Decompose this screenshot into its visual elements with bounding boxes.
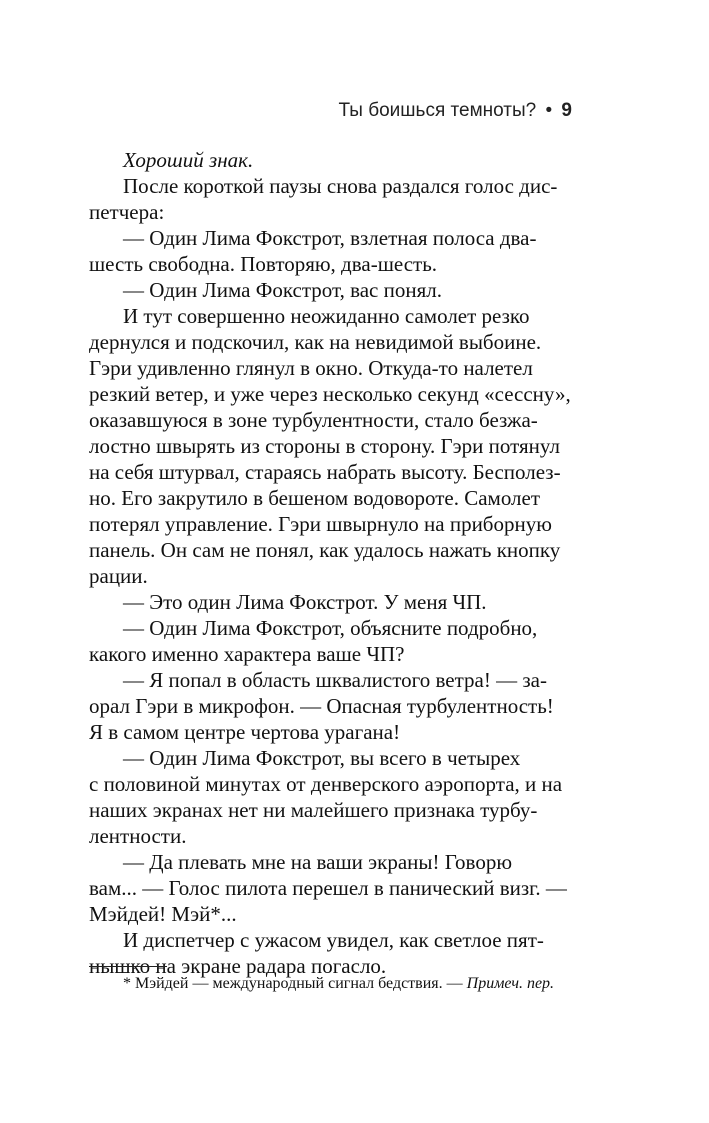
running-header	[339, 100, 572, 122]
book-title: Ты боишься темноты?	[338, 100, 537, 121]
paragraph: — Я попал в область шквалистого ветра! — за- орал Гэри в микрофон. — Опасная турбулентность! Я в самом центре чертова урагана!	[89, 668, 554, 744]
paragraph: И тут совершенно неожиданно самолет резко дернулся и подскочил, как на невидимой выбоине. Гэри удивленно глянул в окно. Откуда-то налетел резкий ветер, и уже через несколько секунд «сессну», оказавшуюся в зоне турбулентности, стало безжа- лостно швырять из стороны в сторону. Гэри потянул на себя штурвал, стараясь набрать высоту. Бесполез- но. Его закрутило в бешеном водовороте. Самолет потерял управление. Гэри швырнуло на приборную панель. Он сам не понял, как удалось нажать кнопку рации.	[89, 304, 571, 588]
paragraph: — Один Лима Фокстрот, объясните подробно, какого именно характера ваше ЧП?	[89, 616, 538, 666]
footnote-divider	[89, 966, 167, 967]
paragraph: Хороший знак.	[123, 148, 254, 172]
paragraph: — Один Лима Фокстрот, вы всего в четырех с половиной минутах от денверского аэропорта, и на наших экранах нет ни малейшего признака турбу- лентности.	[89, 746, 563, 848]
paragraph: — Один Лима Фокстрот, взлетная полоса два- шесть свободна. Повторяю, два-шесть.	[89, 226, 537, 276]
footnote-text: * Мэйдей — международный сигнал бедствия. —	[123, 975, 463, 992]
paragraph: — Это один Лима Фокстрот. У меня ЧП.	[123, 590, 487, 614]
footnote-note: Примеч. пер.	[466, 975, 555, 992]
footnote	[89, 972, 572, 995]
body-text	[89, 147, 572, 979]
paragraph: После короткой паузы снова раздался голос дис- петчера:	[89, 174, 558, 224]
page-number: 9	[561, 100, 572, 121]
paragraph: И диспетчер с ужасом увидел, как светлое пят- нышко на экране радара погасло.	[89, 928, 544, 978]
paragraph: — Да плевать мне на ваши экраны! Говорю вам... — Голос пилота перешел в панический визг. — Мэйдей! Мэй*...	[89, 850, 567, 926]
header-separator: •	[545, 100, 553, 121]
paragraph: — Один Лима Фокстрот, вас понял.	[123, 278, 442, 302]
